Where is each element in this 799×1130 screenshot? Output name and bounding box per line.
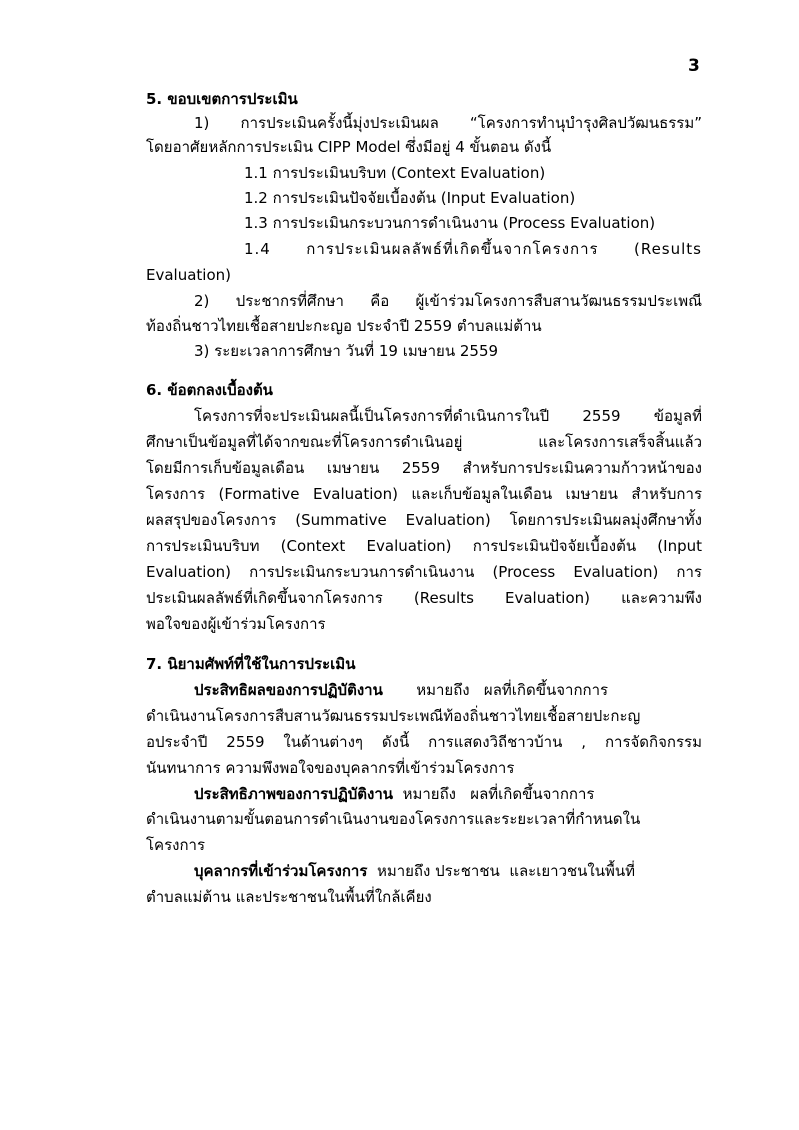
definition-efficiency-text: หมายถึง ผลที่เกิดขึ้นจากการ <box>393 785 595 803</box>
cipp-item-3: 1.3 การประเมินกระบวนการดำเนินงาน (Process Evaluation) <box>244 214 656 232</box>
section-7-heading: 7. นิยามศัพท์ที่ใช้ในการประเมิน <box>146 655 356 673</box>
definition-efficiency-line-3: โครงการ <box>146 836 206 854</box>
definition-effectiveness <box>194 679 608 701</box>
definition-effectiveness-line-3: อประจำปี 2559 ในด้านต่างๆ ดังนี้ การแสดงวิถีชาวบ้าน , การจัดกิจกรรม <box>146 733 702 751</box>
section-6-line: โครงการที่จะประเมินผลนี้เป็นโครงการที่ดำเนินการในปี 2559 ข้อมูลที่ <box>194 407 702 425</box>
section-6-line: ศึกษาเป็นข้อมูลที่ได้จากขณะที่โครงการดำเนินอยู่ และโครงการเสร็จสิ้นแล้ว <box>146 433 702 451</box>
definition-effectiveness-line-4: นันทนาการ ความพึงพอใจของบุคลากรที่เข้าร่วมโครงการ <box>146 759 515 777</box>
section-6-line: ประเมินผลลัพธ์ที่เกิดขึ้นจากโครงการ (Results Evaluation) และความพึง <box>146 589 702 607</box>
definition-participants-text: หมายถึง ประชาชน และเยาวชนในพื้นที่ <box>367 862 636 880</box>
population-line-2: ท้องถิ่นชาวไทยเชื้อสายปะกะญอ ประจำปี 2559 ตำบลแม่ต้าน <box>146 317 542 335</box>
cipp-item-4: 1.4 การประเมินผลลัพธ์ที่เกิดขึ้นจากโครงการ (Results <box>244 240 702 258</box>
section-6-line: การประเมินบริบท (Context Evaluation) การประเมินปัจจัยเบื้องต้น (Input <box>146 537 702 555</box>
section-6-line: Evaluation) การประเมินกระบวนการดำเนินงาน (Process Evaluation) การ <box>146 563 702 581</box>
definition-participants-line-2: ตำบลแม่ต้าน และประชาชนในพื้นที่ใกล้เคียง <box>146 888 432 906</box>
section-6-line: โดยมีการเก็บข้อมูลเดือน เมษายน 2559 สำหรับการประเมินความก้าวหน้าของ <box>146 459 702 477</box>
definition-efficiency <box>194 783 594 805</box>
section-6-line: โครงการ (Formative Evaluation) และเก็บข้อมูลในเดือน เมษายน สำหรับการ <box>146 485 702 503</box>
section-6-heading: 6. ข้อตกลงเบื้องต้น <box>146 381 273 399</box>
definition-effectiveness-line-2: ดำเนินงานโครงการสืบสานวัฒนธรรมประเพณีท้องถิ่นชาวไทยเชื้อสายปะกะญ <box>146 707 641 725</box>
time-period-line: 3) ระยะเวลาการศึกษา วันที่ 19 เมษายน 2559 <box>194 342 499 360</box>
definition-efficiency-line-2: ดำเนินงานตามขั้นตอนการดำเนินงานของโครงการและระยะเวลาที่กำหนดใน <box>146 810 641 828</box>
section-6-line: ผลสรุปของโครงการ (Summative Evaluation) โดยการประเมินผลมุ่งศึกษาทั้ง <box>146 511 702 529</box>
definition-efficiency-term: ประสิทธิภาพของการปฏิบัติงาน <box>194 785 394 803</box>
page-number: 3 <box>688 56 700 76</box>
definition-participants <box>194 860 635 882</box>
section-6-line: พอใจของผู้เข้าร่วมโครงการ <box>146 615 326 633</box>
cipp-item-2: 1.2 การประเมินปัจจัยเบื้องต้น (Input Evaluation) <box>244 189 576 207</box>
definition-participants-term: บุคลากรที่เข้าร่วมโครงการ <box>194 862 368 880</box>
definition-effectiveness-term: ประสิทธิผลของการปฏิบัติงาน <box>194 681 383 699</box>
definition-effectiveness-text: หมายถึง ผลที่เกิดขึ้นจากการ <box>382 681 609 699</box>
cipp-item-4-cont: Evaluation) <box>146 266 231 284</box>
section-5-heading: 5. ขอบเขตการประเมิน <box>146 90 298 108</box>
section-5-line-1: 1) การประเมินครั้งนี้มุ่งประเมินผล “โครงการทำนุบำรุงศิลปวัฒนธรรม” <box>194 114 702 132</box>
section-5-line-2: โดยอาศัยหลักการประเมิน CIPP Model ซึ่งมีอยู่ 4 ขั้นตอน ดังนี้ <box>146 138 552 156</box>
cipp-item-1: 1.1 การประเมินบริบท (Context Evaluation) <box>244 164 546 182</box>
population-line-1: 2) ประชากรที่ศึกษา คือ ผู้เข้าร่วมโครงการสืบสานวัฒนธรรมประเพณี <box>194 292 702 310</box>
